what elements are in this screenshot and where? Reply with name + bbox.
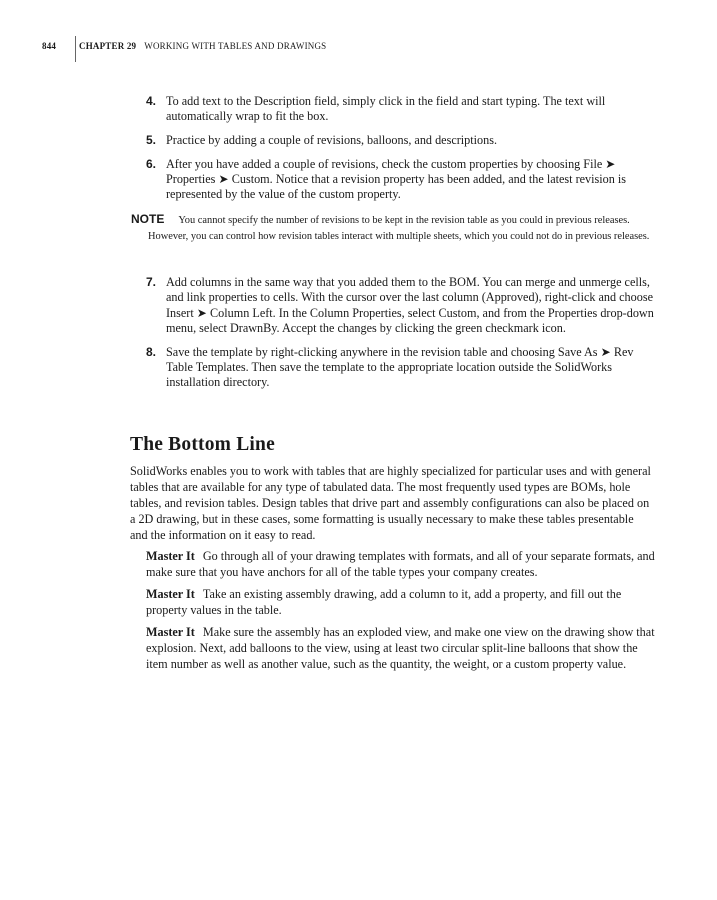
master-it-label: Master It (146, 587, 195, 601)
master-it-item (146, 586, 656, 618)
chapter-label: CHAPTER 29 (79, 41, 137, 51)
chapter-title: WORKING WITH TABLES AND DRAWINGS (144, 41, 327, 51)
step-number: 5. (146, 133, 157, 148)
step-item (146, 345, 656, 391)
step-item (146, 94, 656, 125)
section-paragraph: SolidWorks enables you to work with tables that are highly specialized for particular uses and with general tables that are available for any type of tabulated data. The most frequently used types are BOMs, hole tables, and revision tables. Design tables that drive part and assembly configurations can also be placed on a 2D drawing, but in these cases, some formatting is usually necessary to make these tables presentable and the information on it easy to read. (130, 464, 651, 542)
steps-list-after-note (146, 275, 656, 399)
step-text: Save the template by right-clicking anywhere in the revision table and choosing Save As ➤ Rev Table Templates. Then save the template to the appropriate location outside the SolidWorks installation directory. (166, 344, 634, 390)
note-label: NOTE (131, 212, 165, 226)
master-it-item (146, 624, 656, 672)
master-it-text: Take an existing assembly drawing, add a column to it, add a property, and fill out the property values in the table. (146, 587, 622, 617)
step-item (146, 157, 656, 203)
section-title: The Bottom Line (130, 434, 275, 455)
step-number: 4. (146, 94, 157, 108)
step-text: Practice by adding a couple of revisions, balloons, and descriptions. (166, 133, 498, 148)
step-text: To add text to the Description field, simply click in the field and start typing. The text will automatically wrap to fit the box. (166, 94, 606, 124)
master-it-text: Make sure the assembly has an exploded view, and make one view on the drawing show that explosion. Next, add balloons to the view, using at least two circular split-line balloons that show the item number as well as another value, such as the quantity, the weight, or a custom property value. (146, 625, 655, 671)
master-it-label: Master It (146, 625, 195, 639)
note-text: You cannot specify the number of revisions to be kept in the revision table as you could in previous releases. However, you can control how revision tables interact with multiple sheets, which you could not do in previous releases. (148, 215, 650, 242)
step-number: 6. (146, 156, 157, 171)
master-it-text: Go through all of your drawing templates with formats, and all of your separate formats, and make sure that you have anchors for all of the table types your company creates. (146, 549, 655, 579)
steps-list-before-note (146, 94, 656, 211)
step-item (146, 275, 656, 336)
header-divider (75, 36, 76, 62)
master-it-item (146, 548, 656, 580)
step-number: 7. (146, 275, 157, 289)
step-text: Add columns in the same way that you added them to the BOM. You can merge and unmerge cells, and link properties to cells. With the cursor over the last column (Approved), right-click and choose Insert ➤ Column Left. In the Column Properties, select Custom, and from the Properties drop-down menu, select DrawnBy. Accept the changes by clicking the green checkmark icon. (166, 275, 654, 335)
step-item (146, 133, 656, 148)
step-number: 8. (146, 344, 157, 359)
master-it-list (146, 548, 656, 678)
chapter-heading (79, 41, 326, 51)
note-callout (131, 212, 651, 244)
page-number: 844 (42, 41, 57, 51)
master-it-label: Master It (146, 549, 195, 563)
step-text: After you have added a couple of revisions, check the custom properties by choosing File ➤ Properties ➤ Custom. Notice that a revision property has been added, and the latest revision is represented by the value of the custom property. (166, 156, 627, 202)
